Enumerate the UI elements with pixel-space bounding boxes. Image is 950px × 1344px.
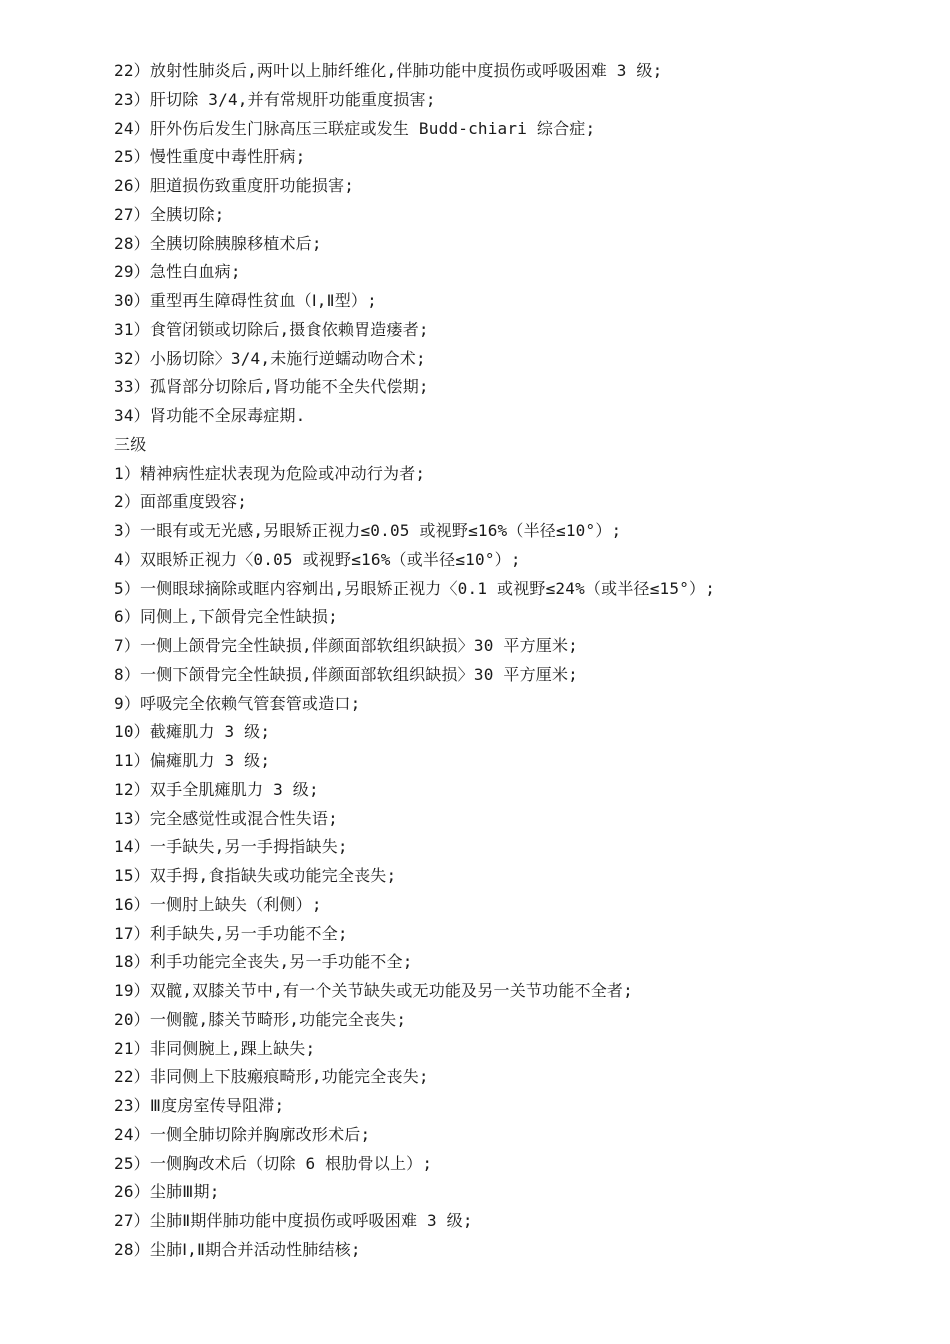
text-line: 30）重型再生障碍性贫血（Ⅰ,Ⅱ型）;	[114, 291, 377, 310]
text-line: 12）双手全肌瘫肌力 3 级;	[114, 779, 319, 799]
text-line: 24）肝外伤后发生门脉高压三联症或发生 Budd-chiari 综合症;	[114, 118, 596, 138]
text-line: 21）非同侧腕上,踝上缺失;	[114, 1038, 316, 1058]
text-line: 16）一侧肘上缺失（利侧）;	[114, 894, 322, 914]
text-line: 26）胆道损伤致重度肝功能损害;	[114, 176, 355, 195]
section-heading: 三级	[114, 434, 147, 454]
text-line: 10）截瘫肌力 3 级;	[114, 722, 271, 742]
text-line: 23）Ⅲ度房室传导阻滞;	[114, 1096, 285, 1115]
text-line: 4）双眼矫正视力〈0.05 或视野≤16%（或半径≤10°）;	[114, 549, 521, 569]
text-line: 24）一侧全肺切除并胸廓改形术后;	[114, 1124, 371, 1144]
text-line: 11）偏瘫肌力 3 级;	[114, 751, 271, 770]
text-line: 34）肾功能不全尿毒症期.	[114, 406, 306, 425]
text-line: 27）全胰切除;	[114, 204, 225, 224]
text-line: 25）慢性重度中毒性肝病;	[114, 147, 306, 167]
text-line: 2）面部重度毁容;	[114, 492, 248, 512]
text-line: 25）一侧胸改术后（切除 6 根肋骨以上）;	[114, 1153, 433, 1173]
text-line: 7）一侧上颌骨完全性缺损,伴颜面部软组织缺损〉30 平方厘米;	[114, 636, 578, 655]
text-line: 29）急性白血病;	[114, 262, 241, 282]
text-line: 8）一侧下颌骨完全性缺损,伴颜面部软组织缺损〉30 平方厘米;	[114, 664, 578, 684]
text-line: 5）一侧眼球摘除或眶内容剜出,另眼矫正视力〈0.1 或视野≤24%（或半径≤15°）;	[114, 578, 716, 598]
text-line: 13）完全感觉性或混合性失语;	[114, 808, 338, 828]
text-line: 31）食管闭锁或切除后,摄食依赖胃造瘘者;	[114, 319, 429, 339]
text-line: 22）非同侧上下肢瘢痕畸形,功能完全丧失;	[114, 1067, 429, 1087]
text-line: 20）一侧髋,膝关节畸形,功能完全丧失;	[114, 1009, 407, 1029]
text-line: 23）肝切除 3/4,并有常规肝功能重度损害;	[114, 89, 436, 109]
text-line: 22）放射性肺炎后,两叶以上肺纤维化,伴肺功能中度损伤或呼吸困难 3 级;	[114, 61, 663, 80]
text-line: 33）孤肾部分切除后,肾功能不全失代偿期;	[114, 377, 429, 397]
text-line: 26）尘肺Ⅲ期;	[114, 1182, 220, 1202]
text-line: 1）精神病性症状表现为危险或冲动行为者;	[114, 463, 426, 483]
text-line: 32）小肠切除〉3/4,未施行逆蠕动吻合术;	[114, 348, 426, 368]
text-line: 28）全胰切除胰腺移植术后;	[114, 233, 322, 253]
text-line: 9）呼吸完全依赖气管套管或造口;	[114, 693, 361, 713]
text-line: 17）利手缺失,另一手功能不全;	[114, 923, 348, 943]
text-line: 28）尘肺Ⅰ,Ⅱ期合并活动性肺结核;	[114, 1239, 361, 1259]
text-line: 27）尘肺Ⅱ期伴肺功能中度损伤或呼吸困难 3 级;	[114, 1211, 473, 1230]
document-body	[114, 57, 924, 1265]
text-line: 3）一眼有或无光感,另眼矫正视力≤0.05 或视野≤16%（半径≤10°）;	[114, 521, 622, 540]
text-line: 6）同侧上,下颌骨完全性缺损;	[114, 607, 338, 627]
text-line: 18）利手功能完全丧失,另一手功能不全;	[114, 952, 413, 972]
text-line: 15）双手拇,食指缺失或功能完全丧失;	[114, 866, 397, 885]
text-line: 19）双髋,双膝关节中,有一个关节缺失或无功能及另一关节功能不全者;	[114, 981, 633, 1000]
text-line: 14）一手缺失,另一手拇指缺失;	[114, 837, 348, 857]
